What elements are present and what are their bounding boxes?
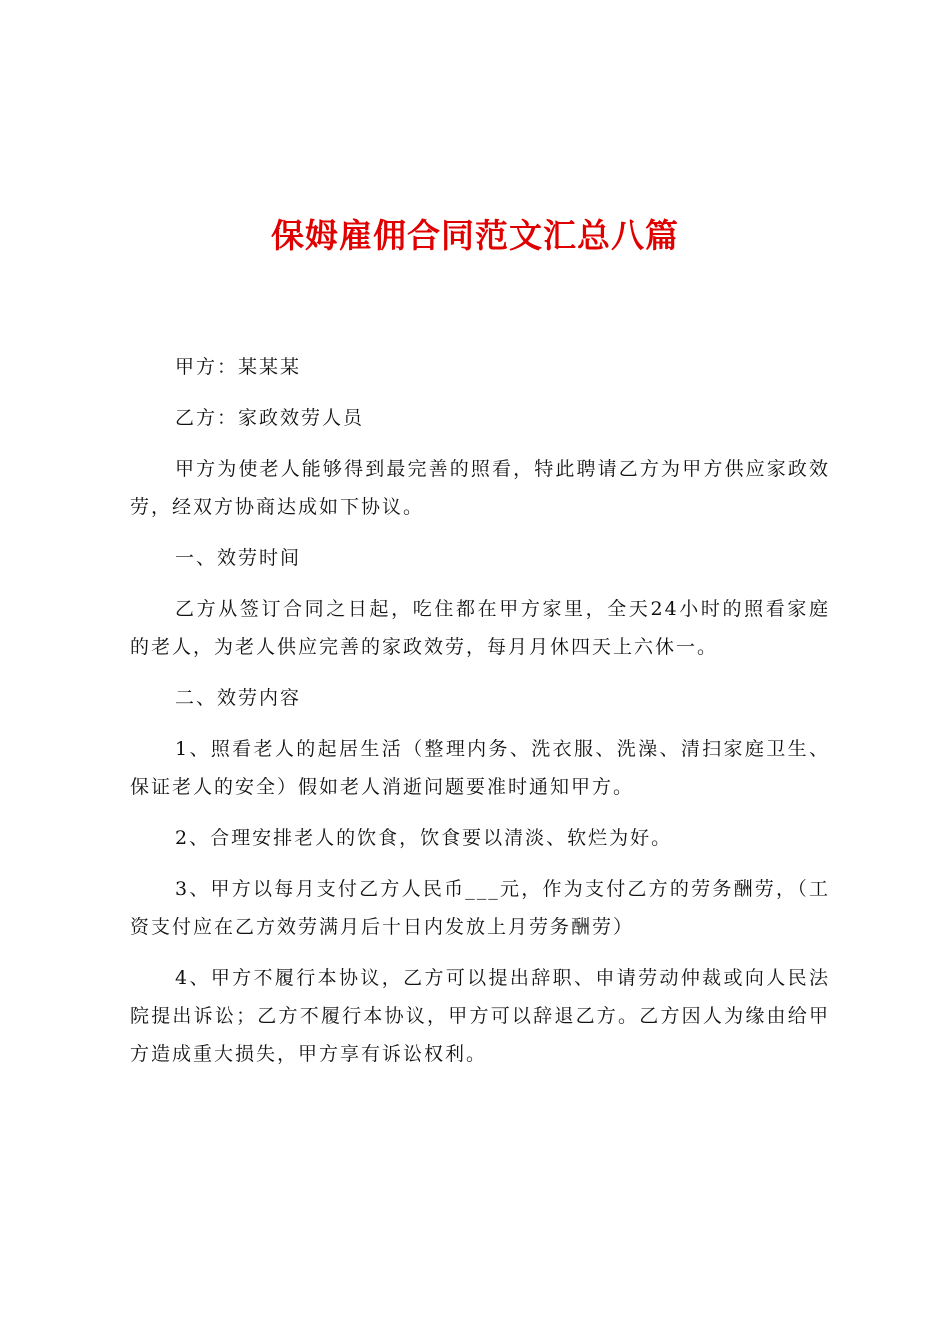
clause-4: 4、甲方不履行本协议，乙方可以提出辞职、申请劳动仲裁或向人民法院提出诉讼；乙方不履行本协议，甲方可以辞退乙方。乙方因人为缘由给甲方造成重大损失，甲方享有诉讼权利。: [130, 967, 830, 1065]
clause-1: 1、照看老人的起居生活（整理内务、洗衣服、洗澡、清扫家庭卫生、保证老人的安全）假如老人消逝问题要准时通知甲方。: [130, 738, 830, 798]
party-a-line: 甲方：某某某: [175, 356, 302, 378]
document-body: [130, 348, 830, 1086]
party-b-line: 乙方：家政效劳人员: [175, 407, 365, 429]
service-time-paragraph: 乙方从签订合同之日起，吃住都在甲方家里，全天24小时的照看家庭的老人，为老人供应完善的家政效劳，每月月休四天上六休一。: [130, 598, 830, 658]
clause-2: 2、合理安排老人的饮食，饮食要以清淡、软烂为好。: [175, 827, 673, 849]
intro-paragraph: 甲方为使老人能够得到最完善的照看，特此聘请乙方为甲方供应家政效劳，经双方协商达成如下协议。: [130, 458, 830, 518]
clause-3: 3、甲方以每月支付乙方人民币___元，作为支付乙方的劳务酬劳，（工资支付应在乙方效劳满月后十日内发放上月劳务酬劳）: [130, 878, 830, 938]
document-title: 保姆雇佣合同范文汇总八篇: [271, 216, 679, 255]
section-heading-service-time: 一、效劳时间: [175, 547, 302, 569]
section-heading-service-content: 二、效劳内容: [175, 687, 302, 709]
